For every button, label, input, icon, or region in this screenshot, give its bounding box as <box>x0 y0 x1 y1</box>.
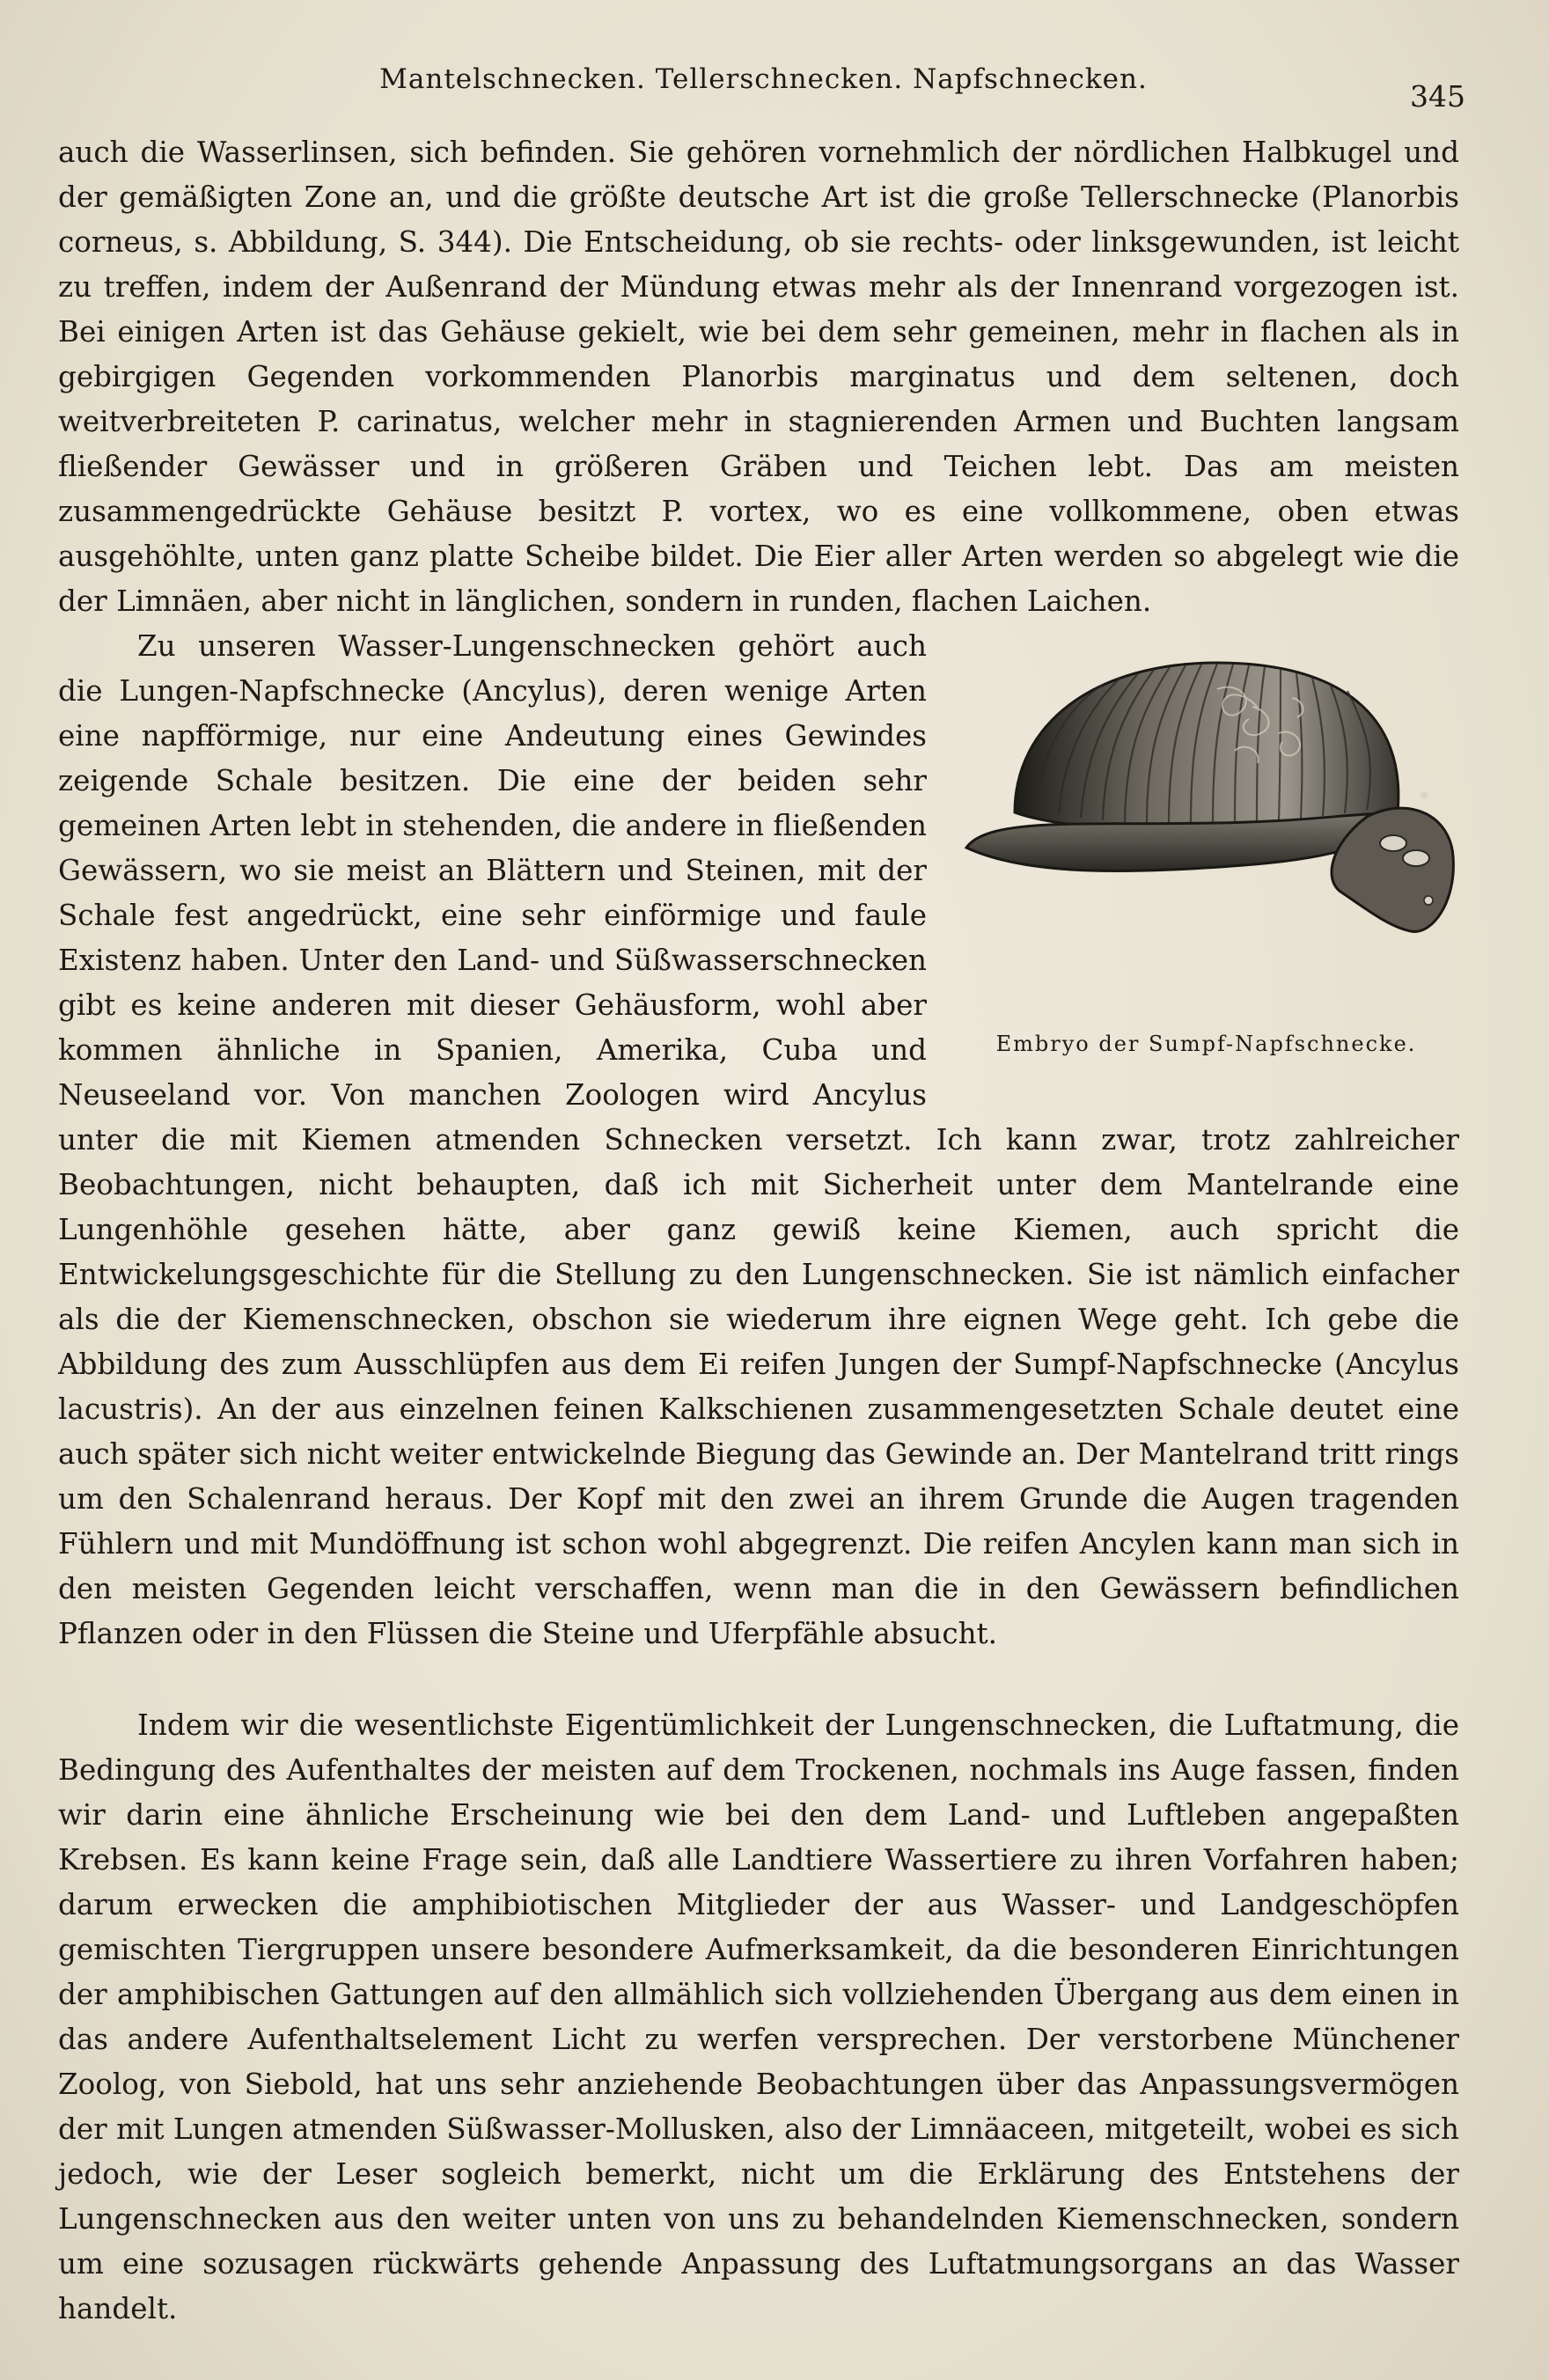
page-header <box>62 63 1465 116</box>
main-text-top <box>58 130 1459 1656</box>
paragraph-ancylus: Zu unseren Wasser-Lungenschnecken gehört auch die Lungen-Napfschnecke (Ancylus), deren wenige Arten eine napfförmige, nur eine Andeutung eines Gewindes zeigende Schale besitzen. Die eine der beiden sehr gemeinen Arten lebt in stehenden, die andere in fließenden Gewässern, wo sie meist an Blättern und Steinen, mit der Schale fest angedrückt, eine sehr einförmige und faule Existenz haben. Unter den Land- und Süßwasserschnecken gibt es keine anderen mit dieser Gehäusform, wohl aber kommen ähnliche in Spanien, Amerika, Cuba und Neuseeland vor. Von manchen Zoologen wird Ancylus unter die mit Kiemen atmenden Schnecken versetzt. Ich kann zwar, trotz zahlreicher Beobachtungen, nicht behaupten, daß ich mit Sicherheit unter dem Mantelrande eine Lungenhöhle gesehen hätte, aber ganz gewiß keine Kiemen, auch spricht die Entwickelungsgeschichte für die Stellung zu den Lungenschnecken. Sie ist nämlich einfacher als die der Kiemenschnecken, obschon sie wiederum ihre eignen Wege geht. Ich gebe die Abbildung des zum Ausschlüpfen aus dem Ei reifen Jungen der Sumpf-Napfschnecke (Ancylus lacustris). An der aus einzelnen feinen Kalkschienen zusammengesetzten Schale deutet eine auch später sich nicht weiter entwickelnde Biegung das Gewinde an. Der Mantelrand tritt rings um den Schalenrand heraus. Der Kopf mit den zwei an ihrem Grunde die Augen tragenden Fühlern und mit Mundöffnung ist schon wohl abgegrenzt. Die reifen Ancylen kann man sich in den meisten Gegenden leicht verschaffen, wenn man die in den Gewässern befindlichen Pflanzen oder in den Flüssen die Steine und Uferpfähle absucht. <box>58 629 1459 1650</box>
figure-ancylus-embryo <box>953 628 1459 1107</box>
paragraph-luftatmung: Indem wir die wesentlichste Eigentümlichkeit der Lungenschnecken, die Luftatmung, die Bedingung des Aufenthaltes der meisten auf dem Trockenen, nochmals ins Auge fassen, finden wir darin eine ähnliche Erscheinung wie bei den dem Land- und Luftleben angepaßten Krebsen. Es kann keine Frage sein, daß alle Landtiere Wassertiere zu ihren Vorfahren haben; darum erwecken die amphibiotischen Mitglieder der aus Wasser- und Landgeschöpfen gemischten Tiergruppen unsere besondere Aufmerksamkeit, da die besonderen Einrichtungen der amphibischen Gattungen auf den allmählich sich vollziehenden Übergang aus dem einen in das andere Aufenthaltselement Licht zu werfen versprechen. Der verstorbene Münchener Zoolog, von Siebold, hat uns sehr anziehende Beobachtungen über das Anpassungsvermögen der mit Lungen atmenden Süßwasser-Mollusken, also der Limnäaceen, mitgeteilt, wobei es sich jedoch, wie der Leser sogleich bemerkt, nicht um die Erklärung des Entstehens der Lungenschnecken aus den weiter unten von uns zu behandelnden Kiemenschnecken, sondern um eine sozusagen rückwärts gehende Anpassung des Luftatmungsorgans an das Wasser handelt. <box>58 1708 1459 2325</box>
paragraph-planorbis: auch die Wasserlinsen, sich befinden. Sie gehören vornehmlich der nördlichen Halbkugel und der gemäßigten Zone an, und die größte deutsche Art ist die große Tellerschnecke (Planorbis corneus, s. Abbildung, S. 344). Die Entscheidung, ob sie rechts- oder linksgewunden, ist leicht zu treffen, indem der Außenrand der Mündung etwas mehr als der Innenrand vorgezogen ist. Bei einigen Arten ist das Gehäuse gekielt, wie bei dem sehr gemeinen, mehr in flachen als in gebirgigen Gegenden vorkommenden Planorbis marginatus und dem seltenen, doch weitverbreiteten P. carinatus, welcher mehr in stagnierenden Armen und Buchten langsam fließender Gewässer und in größeren Gräben und Teichen lebt. Das am meisten zusammengedrückte Gehäuse besitzt P. vortex, wo es eine vollkommene, oben etwas ausgehöhlte, unten ganz platte Scheibe bildet. Die Eier aller Arten werden so abgelegt wie die der Limnäen, aber nicht in länglichen, sondern in runden, flachen Laichen. <box>58 136 1459 618</box>
figure-caption: Embryo der Sumpf-Napfschnecke. <box>995 1032 1417 1056</box>
running-head: Mantelschnecken. Tellerschnecken. Napfschnecken. <box>379 63 1148 95</box>
page-number: 345 <box>1410 79 1465 114</box>
figure-wrap-zone <box>58 624 1459 1656</box>
main-text-bottom <box>58 1703 1459 2332</box>
snail-embryo-illustration-icon <box>953 628 1459 1015</box>
